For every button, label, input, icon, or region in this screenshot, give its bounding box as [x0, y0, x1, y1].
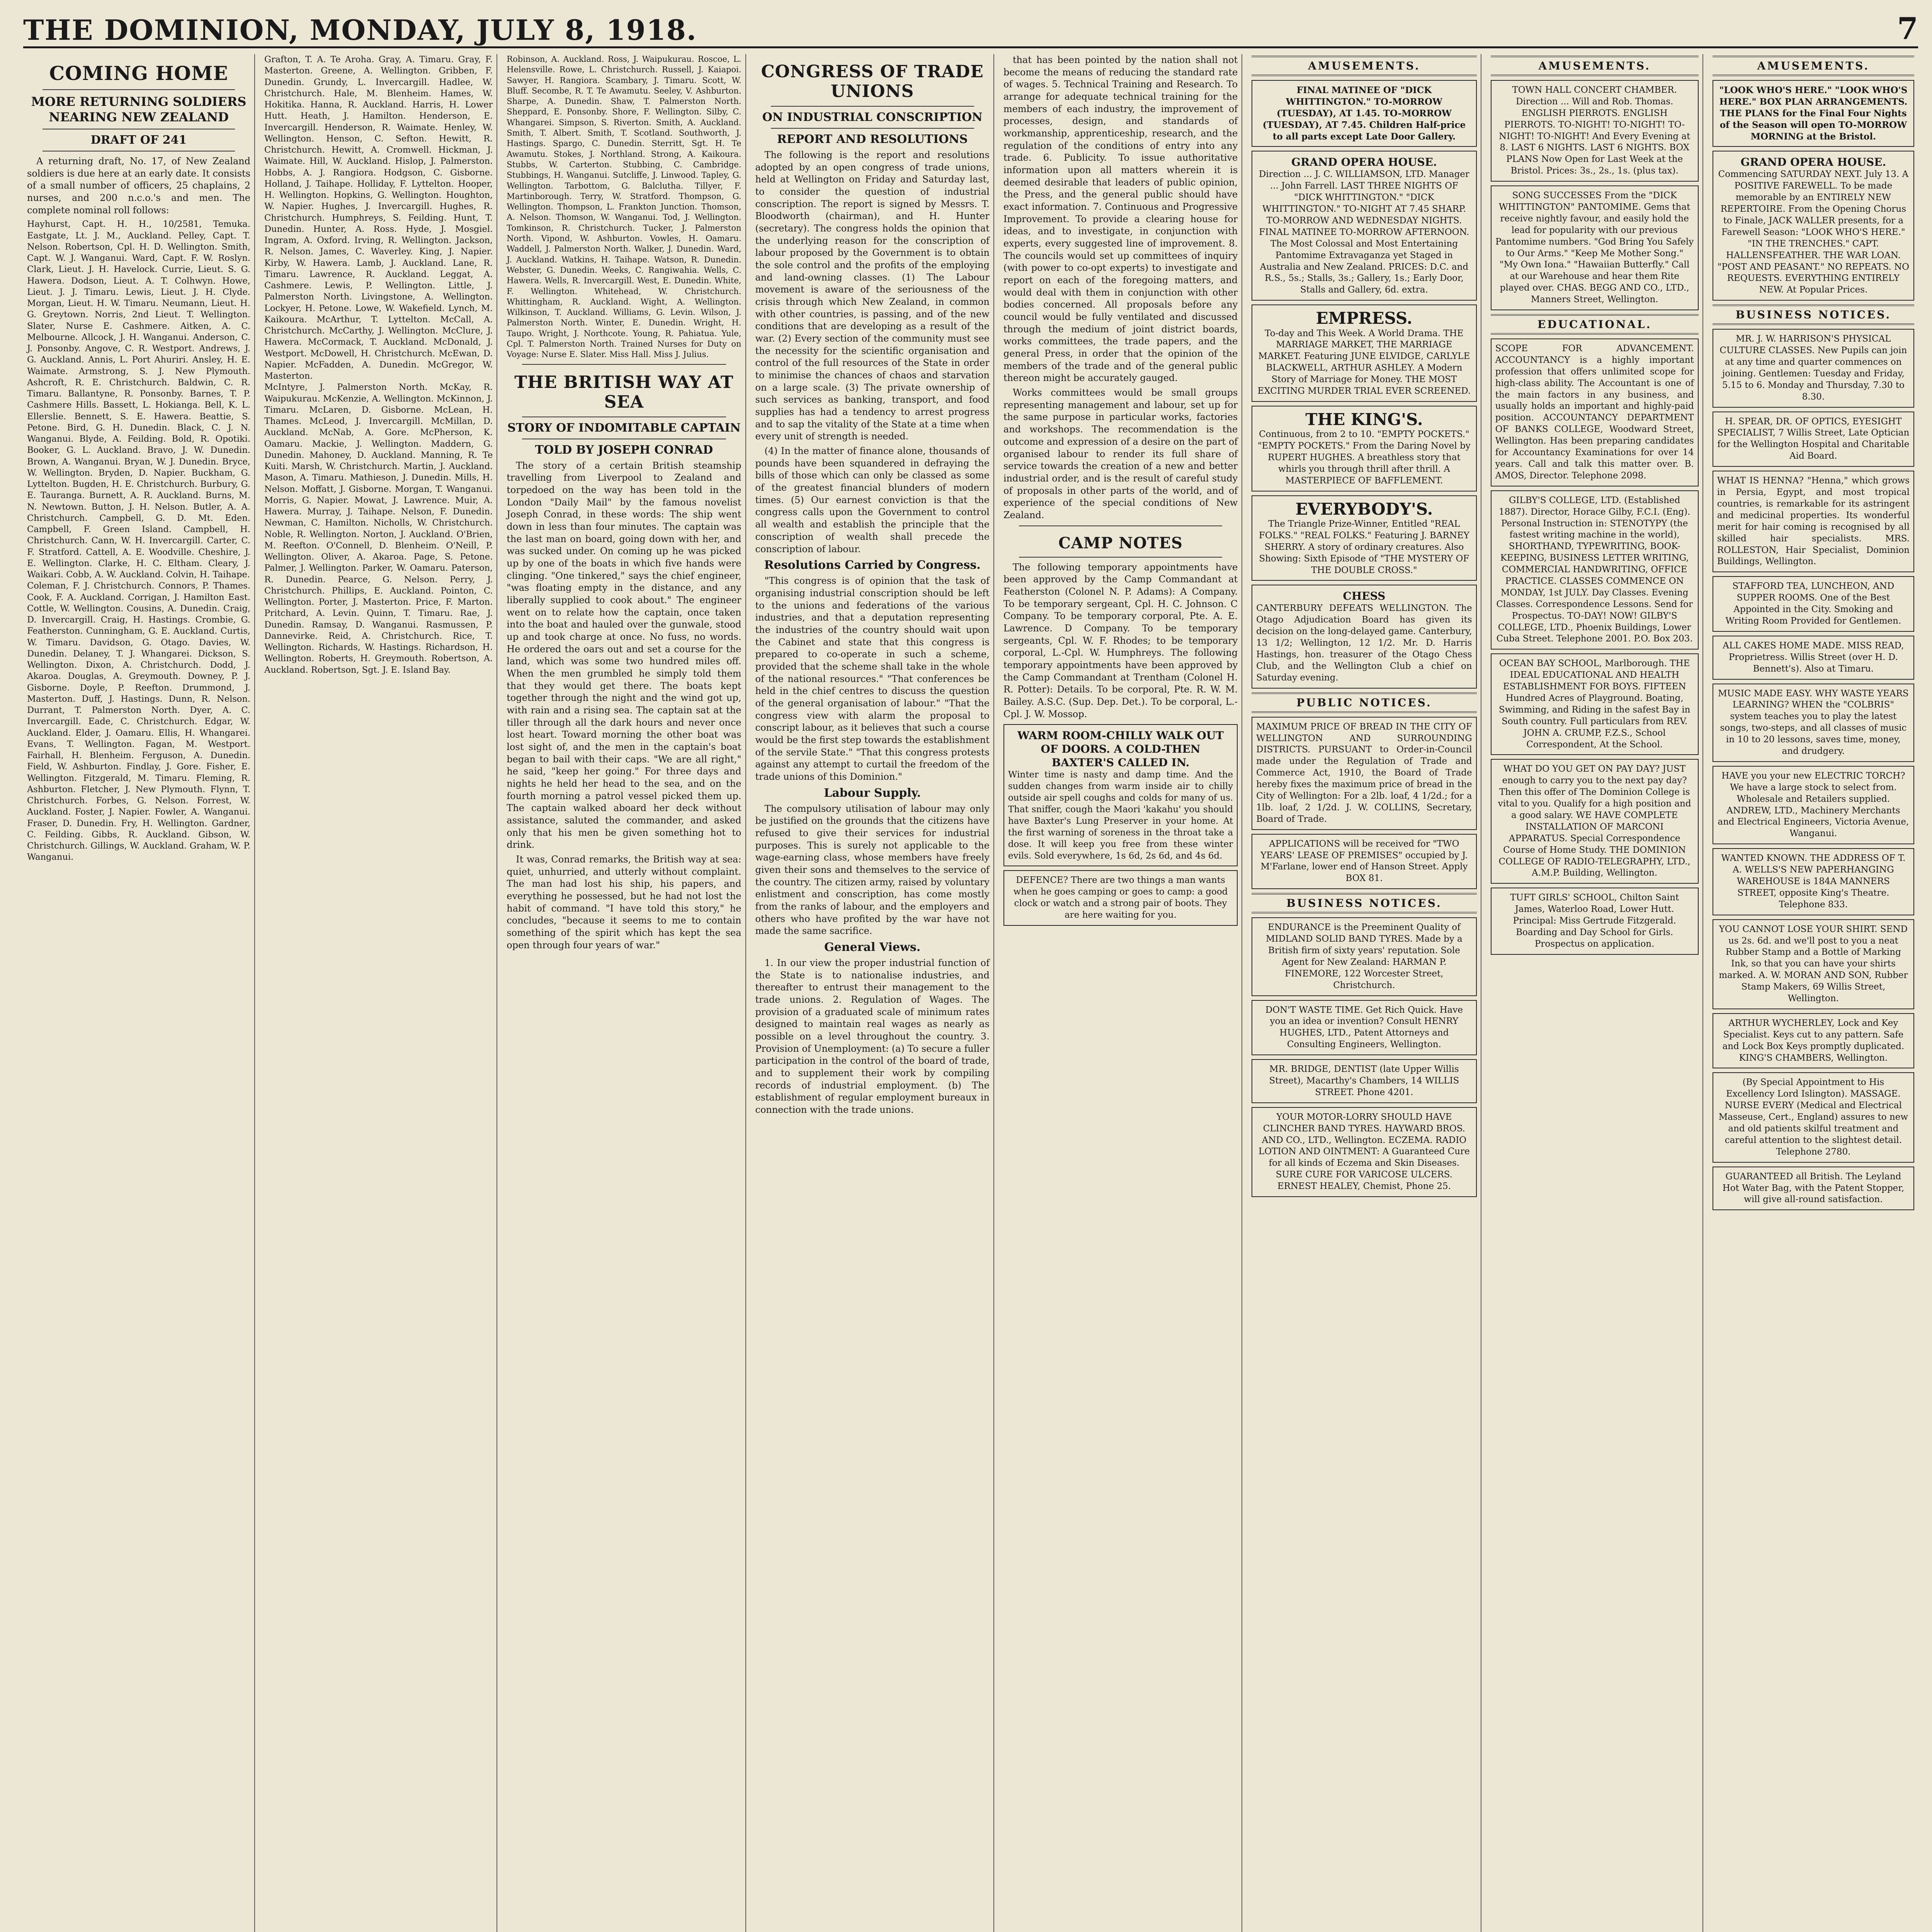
article-chess: CHESS CANTERBURY DEFEATS WELLINGTON. The Otago Adjudication Board has given its decision on the long-delayed game. Canterbury, 13 1/2; Wellington, 12 1/2. Mr. D. Harris Hastings, hon. treasurer of the Otago Chess Club, and the Wellington Club a chief on Saturday evening. — [1252, 585, 1476, 688]
ad-grand-opera-house: GRAND OPERA HOUSE. Direction ... J. C. WILLIAMSON, LTD. Manager ... John Farrell. LAST THREE NIGHTS OF "DICK WHITTINGTON." "DICK WHITTINGTON." TO-NIGHT AT 7.45 SHARP. TO-MORROW AND WEDNESDAY NIGHTS. FINAL MATINEE TO-MORROW AFTERNOON. The Most Colossal and Most Entertaining Pantomime Extravaganza yet Staged in Australia and New Zealand. PRICES: D.C. and R.S., 5s.; Stalls, 3s.; Gallery, 1s.; Early Door, Stalls and Gallery, 6d. extra. — [1252, 151, 1476, 301]
masthead — [23, 11, 1918, 48]
columns — [23, 54, 1918, 1932]
article-subtitle-conscription: ON INDUSTRIAL CONSCRIPTION — [762, 111, 983, 124]
notice-bread-price: MAXIMUM PRICE OF BREAD IN THE CITY OF WELLINGTON AND SURROUNDING DISTRICTS. PURSUANT to Order-in-Council made under the Regulation of Trade and Commerce Act, 1910, the Board of Trade hereby fixes the maximum price of bread in the City of Wellington: For a 2lb. loaf, 4 1/2d.; for a 1lb. loaf, 2 1/2d. J. W. COLLINS, Secretary, Board of Trade. — [1252, 717, 1476, 830]
section-business-notices-2: BUSINESS NOTICES. — [1713, 304, 1914, 325]
ad-locksmith: ARTHUR WYCHERLEY, Lock and Key Specialist. Keys cut to any pattern. Safe and Lock Box Keys promptly duplicated. KING'S CHAMBERS, Wellington. — [1713, 1013, 1914, 1069]
ad-midland-tyres: ENDURANCE is the Preeminent Quality of MIDLAND SOLID BAND TYRES. Made by a British firm of sixty years' reputation. Sole Agent for New Zealand: HARMAN P. FINEMORE, 122 Worcester Street, Christchurch. — [1252, 917, 1476, 996]
ad-dominion-college: WHAT DO YOU GET ON PAY DAY? JUST enough to carry you to the next pay day? Then this offer of The Dominion College is vital to you. Qualify for a high position and a good salary. WE HAVE COMPLETE INSTALLATION OF MARCONI APPARATUS. Special Correspondence Course of Home Study. THE DOMINION COLLEGE OF RADIO-TELEGRAPHY, LTD., A.M.P. Building, Wellington. — [1491, 759, 1699, 884]
column-4 — [752, 54, 994, 1932]
section-amusements: AMUSEMENTS. — [1252, 56, 1476, 76]
ad-baxters: WARM ROOM-CHILLY WALK OUT OF DOORS. A COLD-THEN BAXTER'S CALLED IN. Winter time is nasty and damp time. And the sudden changes from warm inside air to chilly outside air spell coughs and colds for many of us. That sniffer, cough the Maori 'kakahu' you should have Baxter's Lung Preserver in your home. At the first warning of soreness in the throat take a dose. It will keep you free from these winter evils. Sold everywhere, 1s 6d, 2s 6d, and 4s 6d. — [1003, 724, 1238, 866]
notice-lease: APPLICATIONS will be received for "TWO YEARS' LEASE OF PREMISES" occupied by J. M'Farlane, lower end of Hanson Street. Apply BOX 81. — [1252, 834, 1476, 889]
ad-song-successes: SONG SUCCESSES From the "DICK WHITTINGTON" PANTOMIME. Gems that receive nightly favour, and easily hold the lead for popularity with our previous Pantomime numbers. "God Bring You Safely to Our Arms." "Keep Me Mother Song." "My Own Iona." "Hawaiian Butterfly." Call at our Warehouse and hear them Rite played over. CHAS. BEGG AND CO., LTD., Manners Street, Wellington. — [1491, 185, 1699, 310]
nominal-roll-a: Hayhurst, Capt. H. H., 10/2581, Temuka. Eastgate, Lt. J. M., Auckland. Pelley, Capt. T. Nelson. Robertson, Cpl. H. D. Wellington. Smith, Capt. W. J. Wanganui. Ward, Capt. F. W. Roslyn. Clark, Lieut. J. H. Havelock. Currie, Lieut. S. G. Hawera. Dodson, Lieut. A. T. Colhwyn. Howe, Lieut. J. J. Timaru. Lewis, Lieut. J. H. Clyde. Morgan, Lieut. H. W. Timaru. Neumann, Lieut. H. G. Greytown. Norris, 2nd Lieut. T. Wellington. Slater, Nurse E. Cashmere. Aitken, A. C. Melbourne. Allcock, J. H. Wanganui. Anderson, C. J. Ponsonby. Angove, C. R. Westport. Andrews, J. G. Auckland. Annis, L. Port Ahuriri. Ansley, H. E. Waimate. Armstrong, S. J. New Plymouth. Ashcroft, R. E. Christchurch. Baldwin, C. R. Timaru. Ballantyne, R. Ponsonby. Barnes, T. P. Cashmere Hills. Bassett, L. Hokianga. Bell, K. L. Ellerslie. Bennett, S. E. Hawera. Beattie, S. Petone. Bird, G. H. Dunedin. Black, C. J. N. Wanganui. Blyde, A. Feilding. Bold, R. Opotiki. Booker, G. L. Auckland. Bravo, J. W. Dunedin. Brown, A. Wanganui. Bryan, W. J. Dunedin. Bryce, W. Wellington. Bryden, D. Napier. Buckham, G. Lyttelton. Bugden, H. E. Christchurch. Burbury, G. E. Tauranga. Burnett, A. R. Auckland. Burns, M. N. Newtown. Button, J. H. Nelson. Butler, A. A. Christchurch. Campbell, G. D. Mt. Eden. Campbell, F. Green Island. Campbell, H. Christchurch. Cann, W. H. Invercargill. Carter, C. F. Stratford. Cattell, A. E. Woodville. Cheshire, J. E. Wellington. Clarke, H. C. Eltham. Cleary, J. Waikari. Cobb, A. W. Auckland. Colvin, H. Taihape. — [27, 219, 250, 580]
article-body-congress-cont: that has been pointed by the nation shall not become the means of reducing the standard rate of wages. 5. Technical Training and Research. To arrange for adequate technical training for the members of each industry, the improvement of processes, design, and standards of workmanship, apprenticeship, research, and the regulation of the conditions of entry into any trade. 6. Publicity. To issue authoritative information upon all matters wherein it is deemed desirable that leaders of public opinion, the Press, and the general public should have exact information. 7. Continuous and Progressive Improvement. To provide a clearing house for ideas, and to investigate, in conjunction with experts, every suggested line of improvement. 8. The councils would set up committees of inquiry (with power to co-opt experts) to investigate and report on each of the foregoing matters, and would deal with them in conjunction with other bodies concerned. All proposals before any council would be fully ventilated and discussed through the medium of joint district boards, works committees, the trade papers, and the general Press, in order that the opinion of the members of the trade and of the general public thereon might be accurately gauged. Works committees would be small groups representing management and labour, set up for the same purpose in particular works, factories and workshops. The recommendation is the outcome and expression of a desire on the part of organised labour to render its full share of service towards the creation of a new and better industrial order, and is the result of careful study of proposals in other parts of the world, and of experience of the special conditions of New Zealand. — [1003, 54, 1238, 520]
article-body-camp: The following temporary appointments have been approved by the Camp Commandant at Featherston (Colonel N. P. Adams): A Company. To be temporary sergeant, Cpl. H. C. Johnson. C Company. To be temporary corporal, Pte. A. E. Lawrence. D Company. To be temporary sergeants, Cpl. W. F. Rhodes; to be temporary corporal, L.-Cpl. W. Humphreys. The following temporary appointments have been approved by the Camp Commandant at Trentham (Colonel H. R. Potter): Details. To be corporal, Pte. R. W. M. Bailey. A.S.C. (Sup. Dep. Det.). To be corporal, L.-Cpl. J. W. Mossop. — [1003, 561, 1238, 719]
ad-massage: (By Special Appointment to His Excellency Lord Islington). MASSAGE. NURSE EVERY (Medical and Electrical Masseuse, Cert., England) assures to new and old patients skilful treatment and careful attention to the slightest detail. Telephone 2780. — [1713, 1072, 1914, 1162]
section-educational: EDUCATIONAL. — [1491, 314, 1699, 335]
ad-town-hall: TOWN HALL CONCERT CHAMBER. Direction ... Will and Rob. Thomas. ENGLISH PIERROTS. ENGLISH PIERROTS. TO-NIGHT! TO-NIGHT! TO-NIGHT! TO-NIGHT! And Every Evening at 8. LAST 6 NIGHTS. LAST 6 NIGHTS. BOX PLANS Now Open for Last Week at the Bristol. Prices: 3s., 2s., 1s. (plus tax). — [1491, 80, 1699, 182]
ad-look-whos-here: "LOOK WHO'S HERE." "LOOK WHO'S HERE." BOX PLAN ARRANGEMENTS. THE PLANS for the Final Four Nights of the Season will open TO-MORROW MORNING at the Bristol. — [1713, 80, 1914, 147]
subhead-general-views: General Views. — [824, 940, 921, 954]
article-title-congress: CONGRESS OF TRADE UNIONS — [761, 62, 984, 101]
article-title-coming-home: COMING HOME — [49, 62, 228, 85]
article-section-report: REPORT AND RESOLUTIONS — [777, 133, 968, 146]
ad-kings: THE KING'S. Continuous, from 2 to 10. "EMPTY POCKETS." "EMPTY POCKETS." From the Daring Novel by RUPERT HUGHES. A breathless story that whirls you through thrill after thrill. A MASTERPIECE OF BAFFLEMENT. — [1252, 406, 1476, 492]
column-3 — [503, 54, 746, 1932]
ad-cakes: ALL CAKES HOME MADE. MISS READ, Proprietress. Willis Street (over H. D. Bennett's). Also at Timaru. — [1713, 636, 1914, 680]
ad-physical-culture: MR. J. W. HARRISON'S PHYSICAL CULTURE CLASSES. New Pupils can join at any time and quarter commences on joining. Gentlemen: Tuesday and Friday, 5.15 to 6. Monday and Thursday, 7.30 to 8.30. — [1713, 329, 1914, 407]
ad-stafford-tea: STAFFORD TEA, LUNCHEON, AND SUPPER ROOMS. One of the Best Appointed in the City. Smoking and Writing Room Provided for Gentlemen. — [1713, 576, 1914, 632]
article-body-congress: The following is the report and resolutions adopted by an open congress of trade unions, held at Wellington on Friday and Saturday last, to consider the question of industrial conscription. The report is signed by Messrs. T. Bloodworth (chairman), and H. Hunter (secretary). The congress holds the opinion that the underlying reason for the conscription of labour proposed by the Government is to obtain the sole control and the profits of the employing and land-owning classes. (1) The Labour movement is aware of the seriousness of the crisis through which New Zealand, in common with other countries, is passing, and of the new conditions that are developing as a result of the war. (2) Every section of the community must see the necessity for the scientific organisation and control of the full resources of the State in order to minimise the chances of chaos and starvation on a large scale. (3) The private ownership of such services as banking, transport, and food supplies has had a tendency to arrest progress and to sap the vitality of the State at a time when every unit of strength is needed. (4) In the matter of finance alone, thousands of pounds have been squandered in defraying the bills of those which can only be classed as some of the greatest financial blunders of modern times. (5) Our earnest conviction is that the congress calls upon the Government to control all wealth and establish the principle that the conscription of wealth shall precede the conscription of labour. — [755, 150, 990, 554]
ad-clincher-tyres: YOUR MOTOR-LORRY SHOULD HAVE CLINCHER BAND TYRES. HAYWARD BROS. AND CO., LTD., Wellington. ECZEMA. RADIO LOTION AND OINTMENT: A Guaranteed Cure for all kinds of Eczema and Skin Diseases. SURE CURE FOR VARICOSE ULCERS. ERNEST HEALEY, Chemist, Phone 25. — [1252, 1107, 1476, 1197]
article-title-camp-notes: CAMP NOTES — [1058, 534, 1183, 552]
article-intro: A returning draft, No. 17, of New Zealand soldiers is due here at an early date. It consists of a small number of officers, 25 chaplains, 2 nurses, and 200 n.c.o.'s and men. The complete nominal roll follows: — [27, 156, 250, 216]
column-6 — [1248, 54, 1481, 1932]
ad-banks-college: SCOPE FOR ADVANCEMENT. ACCOUNTANCY is a highly important profession that offers unlimited scope for high-class ability. The Accountant is one of the main factors in any business, and usually holds an important and highly-paid position. ACCOUNTANCY DEPARTMENT OF BANKS COLLEGE, Woodward Street, Wellington. Has been preparing candidates for Accountancy Examinations for over 14 years. Call and talk this matter over. B. AMOS, Director. Telephone 2098. — [1491, 338, 1699, 486]
article-body-resolutions: "This congress is of opinion that the task of organising industrial conscription should be left to the unions and federations of the various industries, and that a deputation representing the industries of the country should wait upon the Cabinet and state that this congress is prepared to co-operate in such a scheme, provided that the scheme shall take in the whole of the national resources." "That conferences be held in the chief centres to discuss the question of the general organisation of labour." "That the congress view with alarm the proposal to conscript labour, as it believes that such a course would be the first step towards the establishment of the servile State." "That this congress protests against any attempt to curtail the freedom of the trade unions of this Dominion." — [755, 575, 990, 782]
nominal-roll-e: Robinson, A. Auckland. Ross, J. Waipukurau. Roscoe, L. Helensville. Rowe, L. Christchurch. Russell, J. Kaiapoi. Sawyer, H. Rangiora. Scambary, J. Timaru. Scott, W. Bluff. Secombe, R. T. Te Awamutu. Seeley, V. Ashburton. Sharpe, A. Dunedin. Shaw, T. Palmerston North. Sheppard, E. Ponsonby. Shore, F. Wellington. Silby, C. Whangarei. Simpson, S. Riverton. Smith, A. Auckland. Smith, T. Albert. Smith, T. Scotland. Southworth, J. Hastings. Spargo, C. Dunedin. Sterritt, Sgt. H. Te Awamutu. Stokes, J. Northland. Strong, A. Kaikoura. Stubbs, W. Carterton. Stubbing, C. Cambridge. Stubbings, H. Wanganui. Sutcliffe, J. Linwood. Tapley, G. Wellington. Tarbottom, G. Balclutha. Tillyer, F. Martinborough. Terry, W. Stratford. Thompson, G. Wellington. Thompson, L. Frankton Junction. Thomson, A. Nelson. Thomson, W. Wanganui. Tod, J. Wellington. Tomkinson, R. Christchurch. Tucker, J. Palmerston North. Vipond, W. Ashburton. Vowles, H. Oamaru. Waddell, J. Palmerston North. Walker, J. Dunedin. Ward, J. Auckland. Watkins, H. Taihape. Watson, R. Dunedin. Webster, G. Dunedin. Weeks, C. Rangiwahia. Wells, C. Hawera. Wells, R. Invercargill. West, E. Dunedin. White, F. Wellington. Whitehead, W. Christchurch. Whittingham, R. Auckland. Wight, A. Wellington. Wilkinson, T. Auckland. Williams, G. Levin. Wilson, J. Palmerston North. Winter, E. Dunedin. Wright, H. Taupo. Wright, J. Northcote. Young, R. Pahiatua. Yule, Cpl. T. Palmerston North. Trained Nurses for Duty on Voyage: Nurse E. Slater. Miss Hall. Miss J. Julius. — [507, 54, 742, 359]
ad-paperhanging: WANTED KNOWN. THE ADDRESS OF T. A. WELLS'S NEW PAPERHANGING WAREHOUSE is 184A MANNERS STREET, opposite King's Theatre. Telephone 833. — [1713, 848, 1914, 915]
article-body-general: 1. In our view the proper industrial function of the State is to nationalise industries, and thereafter to entrust their management to the trade unions. 2. Regulation of Wages. The provision of a graduated scale of minimum rates designed to maintain real wages as nearly as possible on a level throughout the country. 3. Provision of Unemployment: (a) To secure a fuller participation in the control of the board of trade, and to supplement their work by compiling records of industrial employment. (b) The establishment of regular employment bureaux in connection with the trade unions. — [755, 957, 990, 1116]
ad-camping: DEFENCE? There are two things a man wants when he goes camping or goes to camp: a good clock or watch and a strong pair of boots. They are here waiting for you. — [1003, 870, 1238, 926]
ad-grand-opera-farewell: GRAND OPERA HOUSE. Commencing SATURDAY NEXT. July 13. A POSITIVE FAREWELL. To be made memorable by an ENTIRELY NEW REPERTOIRE. From the Opening Chorus to Finale, JACK WALLER presents, for a Farewell Season: "LOOK WHO'S HERE." "IN THE TRENCHES." CAPT. HALLENSFEATHER. THE WAR LOAN. "POST AND PEASANT." NO REPEATS. NO REQUESTS. EVERYTHING ENTIRELY NEW. At Popular Prices. — [1713, 151, 1914, 301]
ad-hot-water-bag: GUARANTEED all British. The Leyland Hot Water Bag, with the Patent Stopper, will give all-round satisfaction. — [1713, 1167, 1914, 1211]
section-public-notices: PUBLIC NOTICES. — [1252, 692, 1476, 713]
column-5 — [1000, 54, 1242, 1932]
column-8 — [1709, 54, 1918, 1932]
ad-henry-hughes: DON'T WASTE TIME. Get Rich Quick. Have you an idea or invention? Consult HENRY HUGHES, LTD., Patent Attorneys and Consulting Engineers, Wellington. — [1252, 1000, 1476, 1056]
section-amusements-3: AMUSEMENTS. — [1713, 56, 1914, 76]
article-section: DRAFT OF 241 — [90, 133, 187, 147]
subhead-resolutions: Resolutions Carried by Congress. — [764, 558, 981, 572]
ad-everybodys: EVERYBODY'S. The Triangle Prize-Winner, Entitled "REAL FOLKS." "REAL FOLKS." Featuring J. BARNEY SHERRY. A story of ordinary creatures. Also Showing: Sixth Episode of "THE MYSTERY OF THE DOUBLE CROSS." — [1252, 495, 1476, 581]
article-body-labour: The compulsory utilisation of labour may only be justified on the grounds that the citizens have refused to give their services for industrial purposes. This is surely not applicable to the wage-earning class, whose members have freely given their sons and themselves to the service of the country. The citizen army, raised by voluntary enlistment and conscription, has come mostly from the ranks of labour, and the employers and others who have profited by the war have not made the same sacrifice. — [755, 803, 990, 937]
ad-empress: EMPRESS. To-day and This Week. A World Drama. THE MARRIAGE MARKET, THE MARRIAGE MARKET. Featuring JUNE ELVIDGE, CARLYLE BLACKWELL, ARTHUR ASHLEY. A Modern Story of Marriage for Money. THE MOST EXCITING MURDER TRIAL EVER SCREENED. — [1252, 304, 1476, 402]
ad-ocean-bay-school: OCEAN BAY SCHOOL, Marlborough. THE IDEAL EDUCATIONAL AND HEALTH ESTABLISHMENT FOR BOYS. FIFTEEN Hundred Acres of Playground. Boating, Swimming, and Riding in the safest Bay in South country. Full particulars from REV. JOHN A. CRUMP, F.Z.S., School Correspondent, At the School. — [1491, 653, 1699, 755]
page-number: 7 — [1897, 11, 1918, 46]
nominal-roll-b: Coleman, F. J. Christchurch. Connors, P. Thames. Cook, F. A. Auckland. Corrigan, J. Hamilton East. Cottle, W. Wellington. Cousins, A. Dunedin. Craig, D. Invercargill. Craig, H. Hastings. Crombie, G. Featherston. Cunningham, G. E. Auckland. Curtis, W. Timaru. Davidson, G. Otago. Davies, W. Dunedin. Delaney, T. J. Whangarei. Dickson, S. Wellington. Dixon, A. Christchurch. Dodd, J. Akaroa. Douglas, A. Greymouth. Downey, P. J. Gisborne. Doyle, P. Reefton. Drummond, J. Masterton. Duff, J. Hastings. Dunn, R. Nelson. Durrant, T. Palmerston North. Dyer, A. C. Invercargill. Eade, C. Christchurch. Edgar, W. Auckland. Elder, J. Oamaru. Ellis, H. Whangarei. Evans, T. Wellington. Fagan, M. Westport. Fairhall, H. Blenheim. Ferguson, A. Dunedin. Field, W. Ashburton. Findlay, J. Gore. Fisher, E. Wellington. Fitzgerald, M. Timaru. Fleming, R. Ashburton. Fletcher, J. New Plymouth. Flynn, T. Christchurch. Forbes, G. Nelson. Forrest, W. Auckland. Foster, J. Napier. Fowler, A. Wanganui. Fraser, D. Dunedin. Fry, H. Wellington. Gardner, C. Feilding. Gibbs, R. Auckland. Gibson, W. Christchurch. Gillings, W. Auckland. Graham, W. P. Wanganui. — [27, 581, 250, 862]
column-1 — [23, 54, 255, 1932]
article-body-british-way: The story of a certain British steamship travelling from Liverpool to Zealand and torpedoed on the way has been told in the London "Daily Mail" by the famous novelist Joseph Conrad, in these words: The ship went down in less than four minutes. The captain was the last man on board, going down with her, and was sucked under. On coming up he was picked up by one of the boats in which five hands were clinging. "One tinkered," says the chief engineer, "was floating empty in the distance, and any liberally supplied to cook about." The engineer went on to relate how the captain, once taken into the boat and hauled over the gunwale, stood up and took charge at once. No fuss, no words. He ordered the oars out and set a course for the land, which was some two hundred miles off. When the men grumbled he simply told them that they would get there. The boats kept together through the night and the wind got up, with rain and a rising sea. The captain sat at the tiller through all the dark hours and never once lost heart. Toward morning the other boat was lost sight of, and the men in the captain's boat began to bail with their caps. "We are all right," he said, "keep her going." For three days and nights he held her head to the sea, and on the fourth morning a patrol vessel picked them up. The captain walked aboard her deck without assistance, saluted the commander, and asked only that his men be given something hot to drink. It was, Conrad remarks, the British way at sea: quiet, unhurried, and utterly without complaint. The man had lost his ship, his papers, and everything he possessed, but he had not lost the habit of command. "I have told this story," he concludes, "because it seems to me to contain something of the spirit which has kept the sea open through four years of war." — [507, 460, 742, 951]
article-byline: TOLD BY JOSEPH CONRAD — [535, 443, 713, 457]
column-2 — [260, 54, 497, 1932]
masthead-title: THE DOMINION, MONDAY, JULY 8, 1918. — [23, 14, 697, 46]
ad-music: MUSIC MADE EASY. WHY WASTE YEARS LEARNING? WHEN the "COLBRIS" system teaches you to play the latest songs, two-steps, and all classes of music in 10 to 20 lessons, saves time, money, and drudgery. — [1713, 684, 1914, 762]
ad-dick-whittington-matinee: FINAL MATINEE OF "DICK WHITTINGTON." TO-MORROW (TUESDAY), AT 1.45. TO-MORROW (TUESDAY), AT 7.45. Children Half-price to all parts except Late Door Gallery. — [1252, 80, 1476, 147]
ad-electric-torch: HAVE you your new ELECTRIC TORCH? We have a large stock to select from. Wholesale and Retailers supplied. ANDREW, LTD., Machinery Merchants and Electrical Engineers, Victoria Avenue, Wanganui. — [1713, 766, 1914, 844]
ad-optics: H. SPEAR, DR. OF OPTICS, EYESIGHT SPECIALIST, 7 Willis Street, Late Optician for the Wellington Hospital and Charitable Aid Board. — [1713, 412, 1914, 467]
article-subtitle: MORE RETURNING SOLDIERS NEARING NEW ZEALAND — [31, 94, 247, 124]
nominal-roll-c: Grafton, T. A. Te Aroha. Gray, A. Timaru. Gray, F. Masterton. Greene, A. Wellington. Gribben, F. Dunedin. Grundy, L. Invercargill. Hadlee, W. Christchurch. Hale, M. Blenheim. Hames, W. Hokitika. Hanna, R. Auckland. Harris, H. Lower Hutt. Heath, J. Hamilton. Henderson, E. Invercargill. Henderson, R. Waimate. Henley, W. Wellington. Henson, C. Sefton. Hewitt, R. Christchurch. Hewitt, A. Cromwell. Hickman, J. Waimate. Hill, W. Auckland. Hislop, J. Palmerston. Hobbs, A. J. Rangiora. Hodgson, C. Gisborne. Holland, J. Taihape. Holliday, F. Lyttelton. Hooper, H. Wellington. Hopkins, G. Wellington. Houghton, W. Napier. Hughes, J. Invercargill. Hughes, R. Christchurch. Humphreys, S. Feilding. Hunt, T. Dunedin. Hunter, A. Ross. Hyde, J. Mosgiel. Ingram, A. Oxford. Irving, R. Wellington. Jackson, R. Nelson. James, C. Waverley. King, J. Napier. Kirby, W. Hawera. Lamb, J. Auckland. Lane, R. Timaru. Lawrence, R. Auckland. Leggat, A. Cashmere. Lewis, P. Wellington. Little, J. Palmerston North. Livingstone, A. Wellington. Lockyer, H. Petone. Lowe, W. Wakefield. Lynch, M. Kaikoura. McArthur, T. Lyttelton. McCall, A. Christchurch. McCarthy, J. Wellington. McClure, J. Hawera. McCormack, T. Auckland. McDonald, J. Westport. McDowell, H. Christchurch. McEwan, D. Napier. McFadden, A. Dunedin. McGregor, W. Masterton. — [264, 54, 493, 381]
column-7 — [1487, 54, 1703, 1932]
section-amusements-2: AMUSEMENTS. — [1491, 56, 1699, 76]
ad-girls-school: TUFT GIRLS' SCHOOL, Chilton Saint James, Waterloo Road, Lower Hutt. Principal: Miss Gertrude Fitzgerald. Boarding and Day School for Girls. Prospectus on application. — [1491, 888, 1699, 954]
nominal-roll-d: McIntyre, J. Palmerston North. McKay, R. Waipukurau. McKenzie, A. Wellington. McKinnon, J. Timaru. McLaren, D. Gisborne. McLean, H. Thames. McLeod, J. Invercargill. McMillan, D. Auckland. McNab, A. Gore. McPherson, K. Oamaru. Mackie, J. Wellington. Maddern, G. Dunedin. Mahoney, D. Auckland. Manning, R. Te Kuiti. Marsh, W. Christchurch. Martin, J. Auckland. Mason, A. Timaru. Mathieson, J. Dunedin. Mills, H. Nelson. Moffatt, J. Gisborne. Morgan, T. Wanganui. Morris, G. Napier. Mowat, J. Lawrence. Muir, A. Hawera. Murray, J. Taihape. Nelson, F. Dunedin. Newman, C. Hamilton. Nicholls, W. Christchurch. Noble, R. Wellington. Norton, J. Auckland. O'Brien, M. Reefton. O'Connell, D. Blenheim. O'Neill, P. Wellington. Oliver, A. Akaroa. Page, S. Petone. Palmer, J. Wellington. Parker, W. Oamaru. Paterson, R. Dunedin. Pearce, G. Nelson. Perry, J. Christchurch. Phillips, E. Auckland. Pointon, C. Wellington. Porter, J. Masterton. Price, F. Marton. Pritchard, A. Levin. Quinn, T. Timaru. Rae, J. Dunedin. Ramsay, D. Wanganui. Rasmussen, P. Dannevirke. Reid, A. Christchurch. Rice, T. Wellington. Richards, W. Hastings. Richardson, H. Wellington. Roberts, H. Greymouth. Robertson, A. Auckland. Robertson, Sgt. J. E. Island Bay. — [264, 382, 493, 675]
ad-gilbys-college: GILBY'S COLLEGE, LTD. (Established 1887). Director, Horace Gilby, F.C.I. (Eng). Personal Instruction in: STENOTYPY (the fastest writing machine in the world), SHORTHAND, TYPEWRITING, BOOK-KEEPING, BUSINESS LETTER WRITING, COMMERCIAL HANDWRITING, OFFICE PRACTICE. CLASSES COMMENCE ON MONDAY, 1st JULY. Day Classes. Evening Classes. Correspondence Lessons. Send for Prospectus. TO-DAY! NOW! GILBY'S COLLEGE, LTD., Phoenix Buildings, Lower Cuba Street. Telephone 2001. P.O. Box 203. — [1491, 490, 1699, 650]
article-subtitle-captain: STORY OF INDOMITABLE CAPTAIN — [507, 421, 741, 435]
subhead-labour-supply: Labour Supply. — [824, 786, 921, 800]
ad-rubber-stamp: YOU CANNOT LOSE YOUR SHIRT. SEND us 2s. 6d. and we'll post to you a neat Rubber Stamp and a Bottle of Marking Ink, so that you can have your shirts marked. A. W. MORAN AND SON, Rubber Stamp Makers, 69 Willis Street, Wellington. — [1713, 919, 1914, 1009]
ad-henna: WHAT IS HENNA? "Henna," which grows in Persia, Egypt, and most tropical countries, is remarkable for its astringent and medicinal properties. Its wonderful merit for hair coming is recognised by all skilled hair specialists. MRS. ROLLESTON, Hair Specialist, Dominion Buildings, Wellington. — [1713, 471, 1914, 572]
article-title-british-way: THE BRITISH WAY AT SEA — [514, 372, 734, 412]
section-business-notices: BUSINESS NOTICES. — [1252, 893, 1476, 913]
ad-dentist: MR. BRIDGE, DENTIST (late Upper Willis Street), Macarthy's Chambers, 14 WILLIS STREET. Phone 4201. — [1252, 1059, 1476, 1103]
